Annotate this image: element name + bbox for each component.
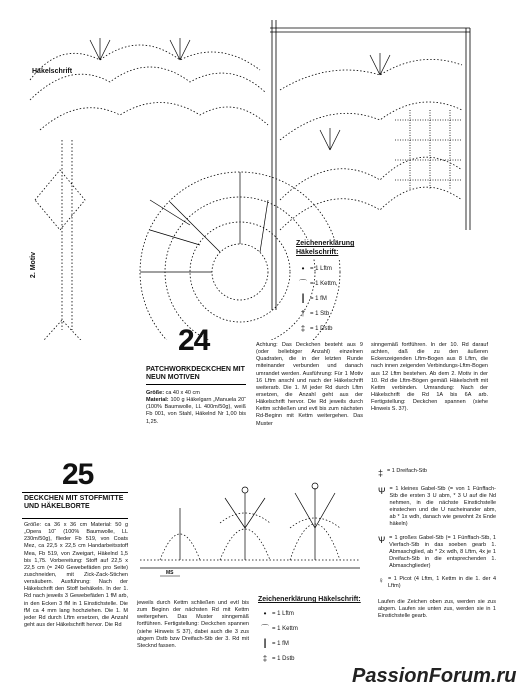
project-24-col1: Größe: ca 40 x 40 cm Material: 100 g Häkelgarn „Manuela 20“ (100% Baumwolle, LL 400m/50g), weiß Fb 001, von Stahl, Häkelnd Nr 1,00 bis 1,25. (146, 390, 247, 425)
chain-stitch-icon: • (263, 609, 267, 619)
legend-24-item: ⌒ = 1 Kettm, (296, 277, 396, 292)
project-25-number: 25 (62, 458, 94, 491)
treble-crochet-icon: ‡ (262, 654, 268, 664)
chain-stitch-icon: • (301, 264, 305, 274)
small-fork-stitch-icon: Ψ (378, 485, 386, 496)
slip-stitch-icon: ⌒ (299, 279, 307, 289)
legend-25-title: Zeichenerklärung Häkelschrift: (258, 596, 361, 603)
crochet-chart-motif (0, 0, 522, 340)
legend-25-item: ┃ = 1 fM (258, 637, 368, 652)
ms-label: MS (166, 570, 174, 576)
project-24-title: PATCHWORKDECKCHEN MIT NEUN MOTIVEN (146, 366, 245, 382)
large-fork-stitch-icon: Ѱ (378, 534, 386, 545)
project-24-col3: sinngemäß fortführen. In der 10. Rd darauf achten, daß die zu den äußeren Eckenzeigenden Lftm-Bogen aus 8 Lftm, die nach innen zeigenden Verbindungs-Lftm-Bogen aus 12 Lftm bestehen. Ab dem 2. Motiv in der 10. Rd die Lftm-Bögen gemäß Häkelschrift mit Kettm verbinden. Umrandung: Nach der Häkelschrift die Rd 1A bis 6A arb. Fertigstellung: Deckchen spannen (siehe Hinweis S. 37). (371, 342, 488, 413)
single-crochet-icon: ┃ (262, 639, 268, 649)
legend-24-item: ‡ = 1 Dstb (296, 322, 396, 337)
project-25-title: DECKCHEN MIT STOFFMITTE UND HÄKELBORTE (24, 495, 124, 511)
legend-25-item: ‡ = 1 Dstb (258, 652, 368, 667)
legend-24-title: Zeichenerklärung Häkelschrift: (296, 240, 396, 258)
project-24-col2: Achtung: Das Deckchen besteht aus 9 (oder beliebiger Anzahl) einzelnen Quadraten, die in der letzten Runde miteinander verbunden und danach umrandet werden. Ausführung: Für 1 Motiv 16 Lftm anschl und nach der Häkelschrift weiterarb. Die 1. M jeder Rd durch Lftm ersetzen, die Anzahl geht aus der Häkelschrift hervor. Die Rd jeweils durch Kettm schließen und evtl bis zum nächsten Rd-Beginn mit Kettm weitergehen. Das Muster (256, 342, 363, 427)
triple-treble-icon: ‡ (378, 468, 384, 478)
legend-24-item: ┃ = 1 fM (296, 292, 396, 307)
legend-25-right (378, 468, 496, 620)
single-crochet-icon: ┃ (300, 294, 306, 304)
legend-25-item: • = 1 Lftm (258, 607, 368, 622)
picot-icon: ♀ (378, 576, 384, 586)
legend-25-right-item: Ψ = 1 kleines Gabel-Stb (= von 1 Fünffach-Stb die ersten 3 U abm, * 3 U auf die Nd nehmen, in die nächste Einstichstelle einstechen und die U nacheinander abm, ab * 1x wdh, danach wie gewohnt 2x Ende häkeln) (378, 485, 496, 528)
project-25-col1: Größe: ca 36 x 36 cm Material: 50 g „Opera 10“ (100% Baumwolle, LL 230m/50g), flieder Fb 519, von Coats Mez, ca 22,5 x 22,5 cm Handarbeitsstoff Mea, Fb 519, von Zweigart, Häkelnd 1,5 bis 1,75. Vorbereitung: Stoff auf 22,5 x 22,5 cm (= 240 Gewebefäden pro Seite) zuschneiden, mit Zick-Zack-Stichen versäubern. Ausführung: Nach der Häkelschrift den Stoff behäkeln. In der 1. Rd nach jeweils 3 Gewebefäden 1 fM arb, in den Ecken 3 fM in 1 Einstichstelle. Die fM ca 4 mm lang hochziehen. Die 1. M jeder Rd durch Lftm ersetzen, die Anzahl geht aus der Häkelschrift hervor. Die Rd (24, 522, 128, 628)
divider (22, 518, 128, 519)
watermark: PassionForum.ru (352, 665, 517, 687)
legend-25-right-item: ♀ = 1 Picot (4 Lftm, 1 Kettm in die 1. der 4 Lftm) (378, 576, 496, 590)
double-crochet-icon: † (300, 309, 306, 319)
legend-25-right-item: ‡ = 1 Dreifach-Stb (378, 468, 427, 478)
divider (146, 384, 246, 385)
divider (22, 492, 128, 493)
legend-24-item: • = 1 Lftm (296, 262, 396, 277)
chart-label: Häkelschrift (32, 68, 73, 75)
legend-25-right-item: Ѱ = 1 großes Gabel-Stb (= 1 Fünffach-Stb, 1 Vierfach-Stb in das soeben gearb 1. Abmaschglied, ab * 2x wdh, 8 Lftm, 4x je 1 Dreifach-Stb in die entsprechenden 1. Abmaschglieder) (378, 534, 496, 570)
legend-25 (258, 596, 368, 667)
legend-24 (296, 240, 396, 337)
chart-side-label: 2. Motiv (30, 252, 37, 279)
slip-stitch-icon: ⌒ (261, 624, 269, 634)
project-24-number: 24 (178, 324, 210, 357)
legend-25-footnote: Laufen die Zeichen oben zus, werden sie zus abgem. Laufen sie unten zus, werden sie in 1 Einstichstelle gearb. (378, 598, 496, 619)
legend-24-item: † = 1 Stb (296, 307, 396, 322)
treble-crochet-icon: ‡ (300, 324, 306, 334)
legend-25-item: ⌒ = 1 Kettm (258, 622, 368, 637)
project-25-col2: jeweils durch Kettm schließen und evtl bis zum Beginn der nächsten Rd mit Kettm weitergehen. Das Muster sinngemäß fortführen. Fertigstellung: Deckchen spannen (siehe Hinweis S 37), dabei auch die 3 zus abgem Dstb bzw Dreifach-Stb der 3. Rd mit Stecknd fassen. (137, 600, 249, 649)
